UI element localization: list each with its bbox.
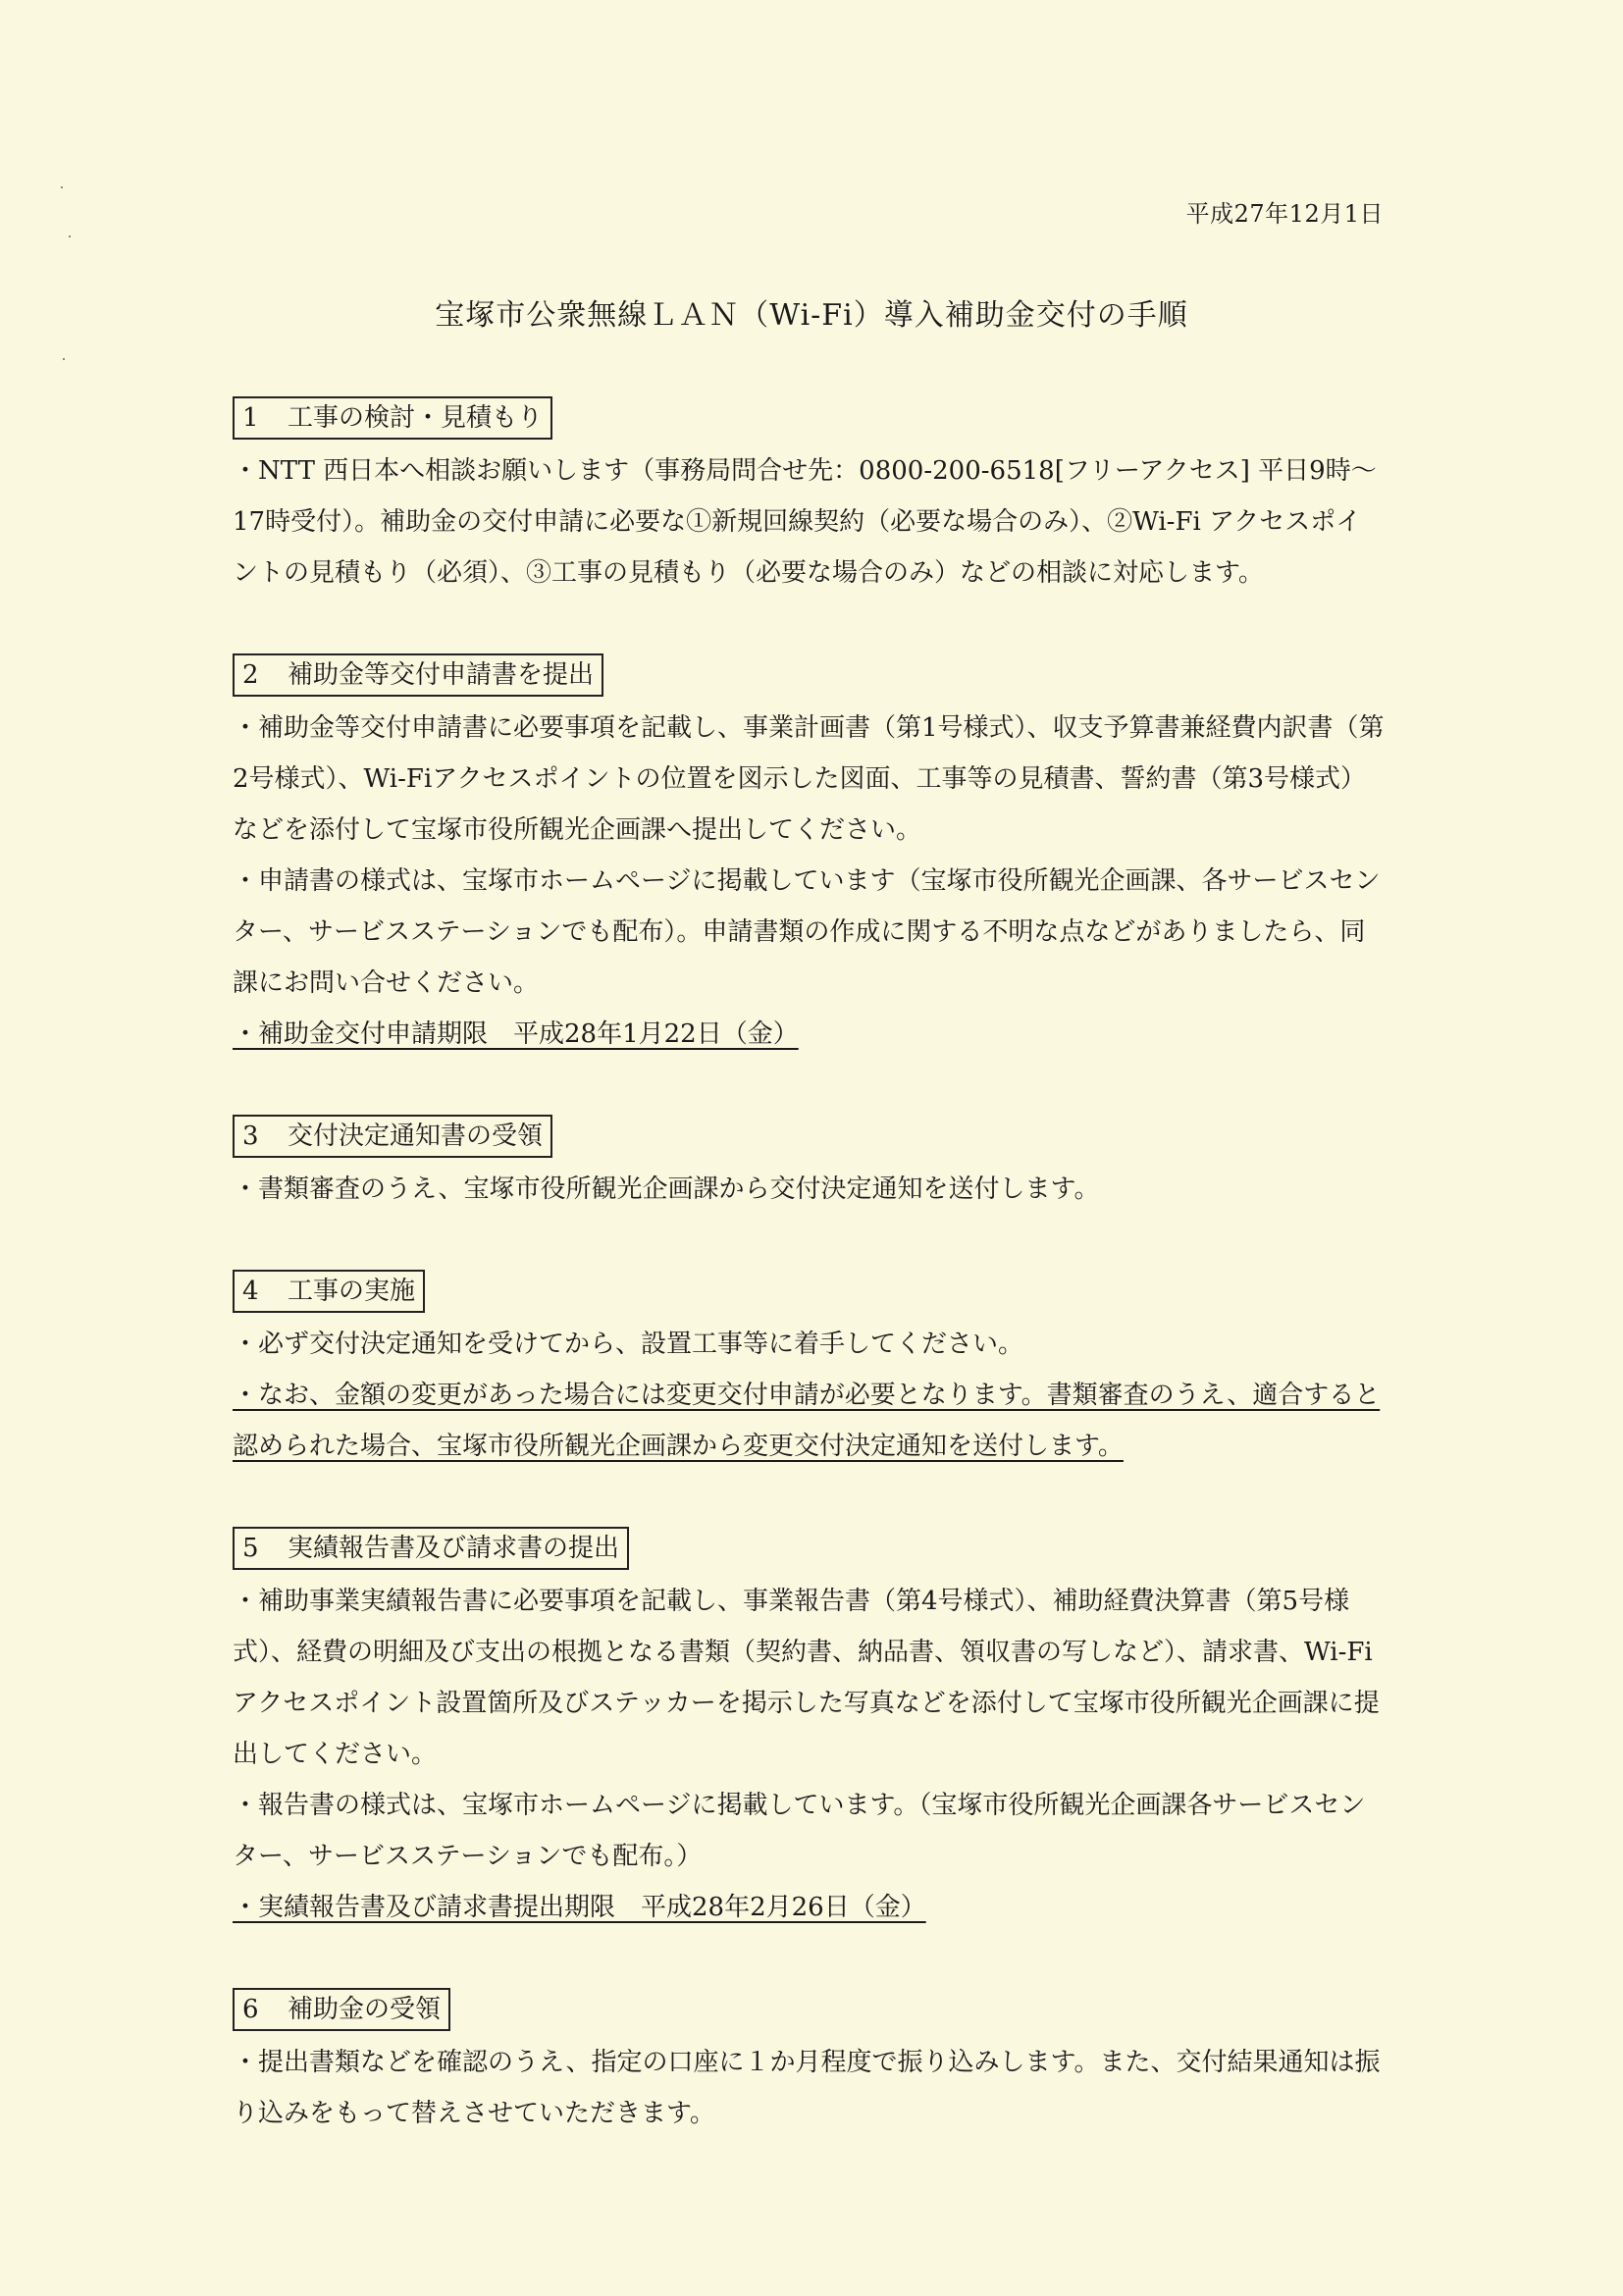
section-number: 3 [242, 1122, 259, 1151]
section-number: 1 [242, 403, 259, 433]
paragraph: ・報告書の様式は、宝塚市ホームページに掲載しています。（宝塚市役所観光企画課各サービスセンター、サービスステーションでも配布。） [233, 1791, 1366, 1871]
paragraph: ・補助金等交付申請書に必要事項を記載し、事業計画書（第1号様式）、収支予算書兼経費内訳書（第2号様式）、Wi-Fiアクセスポイントの位置を図示した図面、工事等の見積書、誓約書（第3号様式）などを添付して宝塚市役所観光企画課へ提出してください。 [233, 713, 1385, 845]
section-number: 4 [242, 1277, 259, 1306]
scan-speck [69, 235, 71, 237]
paragraph: ・必ず交付決定通知を受けてから、設置工事等に着手してください。 [233, 1330, 1024, 1359]
section-heading-text: 工事の検討・見積もり [288, 403, 544, 433]
document-body [233, 392, 1386, 2190]
section-number: 6 [242, 1995, 259, 2024]
scan-speck [63, 358, 65, 360]
paragraph: ・申請書の様式は、宝塚市ホームページに掲載しています（宝塚市役所観光企画課、各サービスセンター、サービスステーションでも配布）。申請書類の作成に関する不明な点などがありましたら、同課にお問い合せください。 [233, 866, 1381, 998]
section-number: 2 [242, 660, 259, 690]
deadline-text: ・実績報告書及び請求書提出期限 平成28年2月26日（金） [233, 1893, 926, 1922]
section-4 [233, 1266, 1386, 1472]
notice-text: ・なお、金額の変更があった場合には変更交付申請が必要となります。書類審査のうえ、適合すると認められた場合、宝塚市役所観光企画課から変更交付決定通知を送付します。 [233, 1381, 1381, 1461]
scan-speck [61, 186, 63, 188]
section-heading [233, 1115, 552, 1158]
section-heading-text: 実績報告書及び請求書の提出 [288, 1534, 620, 1563]
section-1 [233, 392, 1386, 599]
section-heading [233, 1988, 450, 2031]
document-date: 平成27年12月1日 [1185, 200, 1384, 228]
paragraph: ・書類審査のうえ、宝塚市役所観光企画課から交付決定通知を送付します。 [233, 1174, 1100, 1204]
section-heading-text: 交付決定通知書の受領 [288, 1122, 544, 1151]
section-heading-text: 補助金等交付申請書を提出 [288, 660, 595, 690]
paragraph: ・NTT 西日本へ相談お願いします（事務局問合せ先：0800-200-6518[フリーアクセス] 平日9時～17時受付）。補助金の交付申請に必要な①新規回線契約（必要な場合のみ）、②Wi-Fi アクセスポイントの見積もり（必須）、③工事の見積もり（必要な場合のみ）などの相談に対応します。 [233, 456, 1377, 588]
section-6 [233, 1984, 1386, 2139]
document-title: 宝塚市公衆無線ＬＡＮ（Wi-Fi）導入補助金交付の手順 [435, 298, 1188, 333]
section-number: 5 [242, 1534, 259, 1563]
section-5 [233, 1523, 1386, 1933]
section-heading [233, 396, 552, 440]
section-heading [233, 653, 603, 697]
section-heading [233, 1527, 629, 1570]
deadline-text: ・補助金交付申請期限 平成28年1月22日（金） [233, 1019, 799, 1049]
paragraph: ・提出書類などを確認のうえ、指定の口座に１か月程度で振り込みします。また、交付結果通知は振り込みをもって替えさせていただきます。 [233, 2048, 1381, 2128]
section-heading-text: 工事の実施 [288, 1277, 416, 1306]
section-3 [233, 1111, 1386, 1215]
paragraph: ・補助事業実績報告書に必要事項を記載し、事業報告書（第4号様式）、補助経費決算書（第5号様式）、経費の明細及び支出の根拠となる書類（契約書、納品書、領収書の写しなど）、請求書、Wi-Fiアクセスポイント設置箇所及びステッカーを掲示した写真などを添付して宝塚市役所観光企画課に提出してください。 [233, 1587, 1380, 1769]
section-heading [233, 1270, 425, 1313]
section-heading-text: 補助金の受領 [288, 1995, 442, 2024]
section-2 [233, 650, 1386, 1060]
